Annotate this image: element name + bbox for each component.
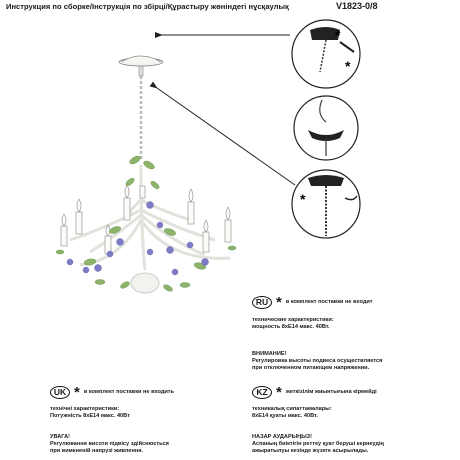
ru-warning-line-1: Регулировка высоты подвеса осуществляется xyxy=(252,358,383,364)
uk-spec-value: Потужність 8хЕ14 макс. 40Вт xyxy=(50,413,130,419)
uk-badge: UK xyxy=(50,386,70,399)
kz-note-row xyxy=(252,383,377,401)
detail-height-circle xyxy=(292,170,360,238)
ceiling-canopy xyxy=(119,56,163,76)
uk-warning-line-2: при вимкненій напрузі живлення. xyxy=(50,448,144,454)
detail-star-3: * xyxy=(300,191,306,207)
kz-star: * xyxy=(276,383,282,401)
detail-hook-circle xyxy=(294,96,358,160)
uk-specs xyxy=(50,406,130,420)
ru-warning-heading: ВНИМАНИЕ! xyxy=(252,351,287,357)
ru-specs xyxy=(252,317,334,331)
ru-note-row xyxy=(252,293,373,311)
ru-note: в комплект поставки не входит xyxy=(285,299,373,305)
detail-star-2: * xyxy=(345,58,351,74)
kz-spec-heading: техникалық сипаттамалары: xyxy=(252,406,332,412)
kz-note: жеткізілім жиынтығына кірмейді xyxy=(285,389,377,395)
uk-warning-line-1: Регулювання висоти підвісу здійснюється xyxy=(50,441,169,447)
ru-spec-heading: технические характеристики: xyxy=(252,317,334,323)
kz-spec-value: 8хЕ14 қуаты макс. 40Вт. xyxy=(252,413,318,419)
kz-specs xyxy=(252,406,332,420)
kz-warning-heading: НАЗАР АУДАРЫҢЫЗ! xyxy=(252,434,313,440)
kz-warning-line-1: Аспаның биіктігін реттеу қуат беруші кернеудің xyxy=(252,441,384,447)
decorative-leaves xyxy=(56,154,236,292)
uk-warning xyxy=(50,434,169,455)
ru-warning-line-2: при отключенном питающем напряжении. xyxy=(252,365,370,371)
ru-star: * xyxy=(276,293,282,311)
kz-badge: KZ xyxy=(252,386,272,399)
ru-warning xyxy=(252,351,382,372)
uk-star: * xyxy=(74,383,80,401)
ru-badge: RU xyxy=(252,296,272,309)
kz-warning-line-2: ажыратылуы кезінде жүзеге асырылады. xyxy=(252,448,369,454)
uk-note-row xyxy=(50,383,174,401)
uk-warning-heading: УВАГА! xyxy=(50,434,71,440)
detail-canopy-circle xyxy=(292,20,360,88)
model-number: V1823-0/8 xyxy=(336,1,378,11)
callout-arrows xyxy=(157,35,295,185)
uk-spec-heading: технічні характеристики: xyxy=(50,406,120,412)
uk-note: в комплект поставки не входить xyxy=(83,389,174,395)
instruction-title: Инструкция по сборке/Інструкція по збірці/Құрастыру жөніндегі нұсқаулық xyxy=(6,2,289,11)
detail-star-1: * xyxy=(335,27,341,43)
kz-warning xyxy=(252,434,384,455)
ru-spec-value: мощность 8хЕ14 макс. 40Вт. xyxy=(252,324,330,330)
